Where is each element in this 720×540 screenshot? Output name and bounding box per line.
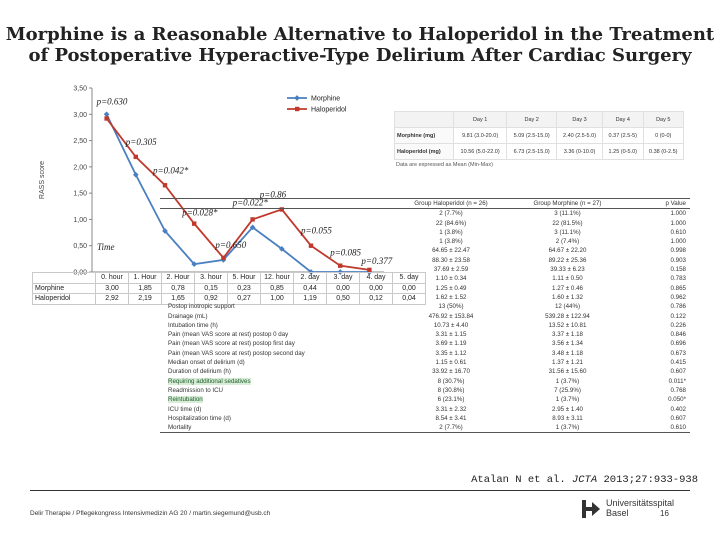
outcome-label: Drainage (mL): [168, 312, 208, 320]
outcome-morphine-value: 1 (3.7%): [509, 423, 626, 433]
outcome-row: [160, 330, 690, 339]
outcome-row: [160, 219, 690, 228]
y-tick-label: 1,00: [73, 216, 87, 224]
rass-value-cell: 0,85: [261, 283, 294, 294]
citation-volume: 2013;27:933-938: [603, 474, 698, 486]
outcome-p-value: 0.122: [670, 312, 686, 320]
rass-value-cell: 2,19: [129, 294, 162, 305]
outcome-label-cell: [160, 209, 393, 219]
outcome-label: Reintubation: [168, 396, 203, 404]
outcome-morphine-value: 1 (3.7%): [555, 396, 580, 404]
haloperidol-point: [163, 183, 167, 187]
outcome-row: [160, 256, 690, 265]
outcome-morphine-value: 1 (3.7%): [555, 377, 580, 385]
outcome-row: [160, 312, 690, 321]
outcome-morphine-value: 3 (11.1%): [554, 210, 581, 218]
outcome-row: [160, 274, 690, 283]
outcome-haloperidol-value: 3.31 ± 2.32: [435, 405, 467, 413]
rass-value-cell: 0,44: [294, 283, 327, 294]
outcome-row: [160, 405, 690, 414]
outcome-label-cell: [160, 265, 393, 274]
outcome-haloperidol-value: 1 (3.8%): [439, 238, 463, 246]
outcome-haloperidol-value: 3.31 ± 1.15: [435, 331, 467, 339]
outcome-label-cell: [160, 414, 393, 423]
rass-value-cell: 0,12: [360, 294, 393, 305]
outcome-morphine-value: 3.37 ± 1.18: [552, 331, 583, 339]
outcome-p-value: 0.696: [670, 340, 686, 348]
outcome-label: Requiring additional sedatives: [168, 377, 251, 385]
outcome-p-value: 0.607: [670, 368, 686, 376]
outcome-label-cell: [160, 302, 393, 311]
rass-time-label: 5. day: [393, 273, 426, 284]
y-tick-label: 2,50: [73, 138, 87, 146]
outcome-morphine-value: 64.67 ± 22.20: [548, 247, 587, 255]
outcome-row: [160, 349, 690, 358]
university-logo-icon: [580, 498, 602, 520]
outcome-p-value: 0.783: [670, 275, 686, 283]
outcome-p-value: 0.158: [670, 266, 686, 274]
title-line-1: Morphine is a Reasonable Alternative to Haloperidol in the Treatment: [5, 24, 715, 45]
p-value-label: p=0.86: [259, 189, 287, 200]
dosage-cell: 1.25 (0-5.0): [603, 144, 643, 160]
p-value-label: p=0.305: [125, 136, 157, 147]
outcome-label-cell: [160, 358, 393, 367]
outcome-haloperidol-value: 13 (50%): [438, 303, 464, 311]
outcome-label: Intubation time (h): [168, 321, 218, 329]
outcome-label: Postop inotropic support: [168, 303, 235, 311]
outcome-row: [160, 237, 690, 246]
outcome-p-value: 0.786: [670, 303, 686, 311]
outcome-label-cell: [160, 256, 393, 265]
rass-corner-cell: [33, 273, 96, 284]
outcome-morphine-value: 2.95 ± 1.40: [552, 405, 583, 413]
outcome-label-cell: [160, 225, 393, 237]
rass-value-cell: 1,00: [261, 294, 294, 305]
outcome-row: [160, 246, 690, 255]
outcome-p-value: 0.673: [670, 349, 686, 357]
outcome-morphine-value: 3.56 ± 1.34: [552, 340, 583, 348]
rass-value-cell: 3,00: [96, 283, 129, 294]
outcome-p-value: 1.000: [670, 210, 686, 218]
outcome-header-label: [160, 199, 393, 209]
outcome-morphine-value: 1.60 ± 1.32: [552, 293, 583, 301]
p-value-label: p=0.028*: [182, 207, 218, 218]
footer-text: Delir Therapie / Pflegekongress Intensivmedizin AG 20 / martin.siegemund@usb.ch: [30, 510, 271, 517]
p-value-label: p=0.022*: [232, 197, 268, 208]
logo-line-1: Universitätsspital: [606, 498, 675, 508]
p-value-label: p=0.055: [301, 225, 332, 236]
rass-value-cell: 0,92: [195, 294, 228, 305]
haloperidol-point: [104, 116, 108, 120]
outcome-label-cell: [160, 330, 393, 339]
outcome-row: [160, 395, 690, 404]
y-tick-label: 1,50: [73, 190, 87, 198]
y-tick-label: 0,50: [73, 243, 87, 251]
rass-row-label: Haloperidol: [33, 294, 96, 305]
outcome-p-value: 0.903: [670, 256, 686, 264]
outcome-label: Mortality: [168, 424, 192, 432]
outcome-label-cell: [160, 274, 393, 283]
dosage-header-0: [395, 112, 454, 128]
outcome-label-cell: [160, 377, 393, 386]
outcome-label: ICU time (d): [168, 405, 202, 413]
outcome-row: [160, 228, 690, 237]
outcome-haloperidol-value: 1.15 ± 0.61: [435, 359, 467, 367]
outcome-row: [160, 339, 690, 348]
outcome-label-cell: [160, 367, 393, 376]
p-value-label: p=0.630: [96, 96, 128, 107]
rass-row-label: Morphine: [33, 283, 96, 294]
rass-value-cell: 1,19: [294, 294, 327, 305]
rass-value-cell: 0,15: [195, 283, 228, 294]
outcome-header-morphine: Group Morphine (n = 27): [509, 199, 626, 209]
outcome-label-cell: [160, 395, 393, 404]
outcome-haloperidol-value: 476.92 ± 153.84: [428, 312, 474, 320]
outcome-row: [160, 321, 690, 330]
outcome-label: Median onset of delirium (d): [168, 359, 245, 367]
outcome-p-value: 0.998: [670, 247, 686, 255]
outcome-haloperidol-value: 10.73 ± 4.40: [433, 321, 469, 329]
outcome-morphine-value: 13.52 ± 10.81: [548, 321, 587, 329]
outcome-p-value: 0.607: [670, 414, 686, 422]
outcome-header-haloperidol: Group Haloperidol (n = 26): [393, 199, 509, 209]
outcome-haloperidol-value: 1.10 ± 0.34: [435, 275, 467, 283]
rass-value-cell: 0,00: [360, 283, 393, 294]
dosage-header-3: Day 3: [557, 112, 603, 128]
dosage-cell: 9.81 (3.0-20.0): [453, 128, 506, 144]
outcome-morphine-value: 31.56 ± 15.60: [548, 368, 587, 376]
outcome-morphine-value: 12 (44%): [554, 303, 581, 311]
title-line-2: of Postoperative Hyperactive-Type Delirium After Cardiac Surgery: [28, 45, 692, 66]
y-tick-label: 2,00: [73, 164, 87, 172]
rass-value-cell: 0,00: [327, 283, 360, 294]
outcome-row: [160, 284, 690, 293]
outcome-haloperidol-value: 2 (7.7%): [439, 210, 463, 218]
outcome-label-cell: [160, 321, 393, 330]
p-value-label: p=0.085: [330, 247, 362, 258]
outcome-morphine-value: 3.48 ± 1.18: [552, 349, 583, 357]
outcome-table: [160, 198, 690, 433]
outcome-morphine-value: 1.27 ± 0.46: [552, 284, 583, 292]
outcome-p-value: 0.402: [670, 405, 686, 413]
rass-time-label: 12. hour: [261, 273, 294, 284]
outcome-label: Hospitalization time (d): [168, 414, 231, 422]
dosage-cell: 2.40 (2.5-5.0): [557, 128, 603, 144]
legend-marker: [294, 95, 300, 101]
dosage-cell: 5.09 (2.5-15.0): [507, 128, 557, 144]
outcome-morphine-value: 8.93 ± 3.11: [552, 414, 583, 422]
dosage-cell: 0 (0-0): [643, 128, 684, 144]
outcome-row: [160, 377, 690, 386]
outcome-p-value: 0.962: [670, 293, 686, 301]
dosage-row: [395, 144, 684, 160]
outcome-label-cell: [160, 284, 393, 293]
citation-authors: Atalan N et al.: [471, 474, 566, 486]
outcome-label-cell: [160, 349, 393, 358]
outcome-p-value: 1.000: [670, 238, 686, 246]
outcome-haloperidol-value: 8 (30.7%): [437, 377, 465, 385]
dosage-row-label: Haloperidol (mg): [395, 144, 454, 160]
outcome-row: [160, 265, 690, 274]
outcome-haloperidol-value: 6 (23.1%): [437, 396, 465, 404]
outcome-haloperidol-value: 64.65 ± 22.47: [432, 247, 470, 255]
y-axis-title: RASS score: [39, 160, 46, 200]
outcome-label: Pain (mean VAS score at rest) postop 0 day: [168, 331, 289, 339]
slide-title: [0, 24, 720, 66]
p-value-label: p=0.042*: [153, 165, 189, 176]
rass-time-label: 2. Hour: [162, 273, 195, 284]
outcome-p-value: 0.610: [670, 228, 686, 236]
x-axis-title: Time: [97, 242, 115, 252]
outcome-label: Duration of delirium (h): [168, 368, 231, 376]
rass-time-label: 5. Hour: [228, 273, 261, 284]
rass-value-cell: 0,50: [327, 294, 360, 305]
dosage-row-label: Morphine (mg): [395, 128, 454, 144]
rass-time-label: 3. day: [327, 273, 360, 284]
outcome-morphine-value: 1.11 ± 0.50: [552, 275, 583, 283]
outcome-label-cell: [160, 237, 393, 246]
citation: [471, 474, 698, 486]
outcome-row: [160, 423, 690, 433]
outcome-haloperidol-value: 22 (84.6%): [435, 219, 467, 227]
rass-time-label: 1. Hour: [129, 273, 162, 284]
rass-value-cell: 0,27: [228, 294, 261, 305]
p-value-label: p=0.377: [361, 255, 393, 266]
outcome-p-value: 0.050*: [668, 396, 686, 404]
outcome-morphine-value: 7 (25.9%): [554, 386, 581, 394]
outcome-p-value: 0.865: [670, 284, 686, 292]
outcome-haloperidol-value: 8.54 ± 3.41: [435, 414, 467, 422]
outcome-haloperidol-value: 88.30 ± 23.58: [432, 256, 470, 264]
dosage-cell: 6.73 (2.5-15.0): [507, 144, 557, 160]
outcome-label-cell: [160, 219, 393, 228]
dosage-header-1: Day 1: [453, 112, 506, 128]
outcome-morphine-value: 22 (81.5%): [552, 219, 583, 227]
outcome-label-cell: [160, 423, 393, 433]
page-number: 16: [660, 509, 669, 518]
rass-value-cell: 0,78: [162, 283, 195, 294]
legend-label: Haloperidol: [311, 106, 347, 114]
outcome-header-pvalue: p Value: [626, 199, 690, 209]
outcome-haloperidol-value: 8 (30.8%): [437, 386, 465, 394]
outcome-haloperidol-value: 1.62 ± 1.52: [435, 293, 467, 301]
outcome-label-cell: [160, 293, 393, 302]
outcome-row: [160, 302, 690, 311]
logo-line-2: Basel: [606, 508, 629, 518]
outcome-haloperidol-value: 1 (3.8%): [439, 228, 463, 236]
outcome-row: [160, 293, 690, 302]
morphine-point: [104, 111, 110, 117]
y-tick-label: 3,50: [73, 85, 87, 93]
outcome-label-cell: [160, 339, 393, 348]
legend-label: Morphine: [311, 95, 341, 103]
outcome-haloperidol-value: 33.92 ± 16.70: [432, 368, 470, 376]
outcome-morphine-value: 89.22 ± 25.36: [548, 256, 587, 264]
rass-time-label: 3. hour: [195, 273, 228, 284]
citation-journal: JCTA: [571, 474, 598, 486]
outcome-p-value: 0.415: [670, 359, 686, 367]
dosage-header-4: Day 4: [603, 112, 643, 128]
outcome-label-cell: [160, 386, 393, 395]
outcome-haloperidol-value: 37.69 ± 2.59: [433, 266, 469, 274]
outcome-morphine-value: 1.37 ± 1.21: [552, 359, 583, 367]
dosage-header-2: Day 2: [507, 112, 557, 128]
outcome-p-value: 0.011*: [668, 377, 686, 385]
outcome-morphine-value: 539.28 ± 122.94: [545, 312, 590, 320]
dosage-cell: 0.38 (0-2.5): [643, 144, 684, 160]
dosage-cell: 10.56 (5.0-22.0): [453, 144, 506, 160]
rass-time-label: 2. day: [294, 273, 327, 284]
rass-value-cell: 2,92: [96, 294, 129, 305]
outcome-row: [160, 367, 690, 376]
outcome-label: Pain (mean VAS score at rest) postop second day: [168, 349, 305, 357]
legend-marker: [295, 107, 299, 111]
outcome-row: [160, 209, 690, 219]
outcome-label: Readmission to ICU: [168, 386, 224, 394]
rass-value-cell: 1,65: [162, 294, 195, 305]
outcome-p-value: 0.846: [670, 331, 686, 339]
rass-value-cell: 1,85: [129, 283, 162, 294]
outcome-row: [160, 414, 690, 423]
outcome-label-cell: [160, 312, 393, 321]
rass-value-cell: 0,23: [228, 283, 261, 294]
dosage-header-5: Day 5: [643, 112, 684, 128]
outcome-label-cell: [160, 405, 393, 414]
dosage-table: [394, 111, 684, 160]
outcome-label: Pain (mean VAS score at rest) postop first day: [168, 340, 295, 348]
outcome-haloperidol-value: 3.69 ± 1.19: [435, 340, 467, 348]
y-tick-label: 3,00: [73, 111, 87, 119]
rass-value-cell: 0,04: [393, 294, 426, 305]
y-tick-label: 0,00: [73, 269, 87, 277]
outcome-morphine-value: 3 (11.1%): [554, 228, 581, 236]
dosage-table-note: Data are expressed as Mean (Min-Max): [396, 162, 493, 168]
outcome-morphine-value: 39.33 ± 6.23: [550, 266, 585, 274]
outcome-p-value: 0.226: [670, 321, 686, 329]
footer-divider: [30, 490, 690, 491]
rass-time-label: 0. hour: [96, 273, 129, 284]
outcome-p-value: 0.610: [626, 423, 690, 433]
outcome-row: [160, 386, 690, 395]
outcome-haloperidol-value: 3.35 ± 1.12: [435, 349, 467, 357]
dosage-cell: 0.37 (2.5-5): [603, 128, 643, 144]
outcome-morphine-value: 2 (7.4%): [555, 238, 580, 246]
dosage-row: [395, 128, 684, 144]
rass-value-cell: 0,00: [393, 283, 426, 294]
outcome-haloperidol-value: 1.25 ± 0.49: [435, 284, 467, 292]
haloperidol-point: [134, 155, 138, 159]
rass-time-label: 4. day: [360, 273, 393, 284]
outcome-label-cell: [160, 246, 393, 255]
p-value-label: p=0.650: [215, 239, 247, 250]
outcome-p-value: 0.768: [670, 386, 686, 394]
dosage-cell: 3.36 (0-10.0): [557, 144, 603, 160]
outcome-p-value: 1.000: [670, 219, 686, 227]
outcome-row: [160, 358, 690, 367]
outcome-haloperidol-value: 2 (7.7%): [393, 423, 509, 433]
